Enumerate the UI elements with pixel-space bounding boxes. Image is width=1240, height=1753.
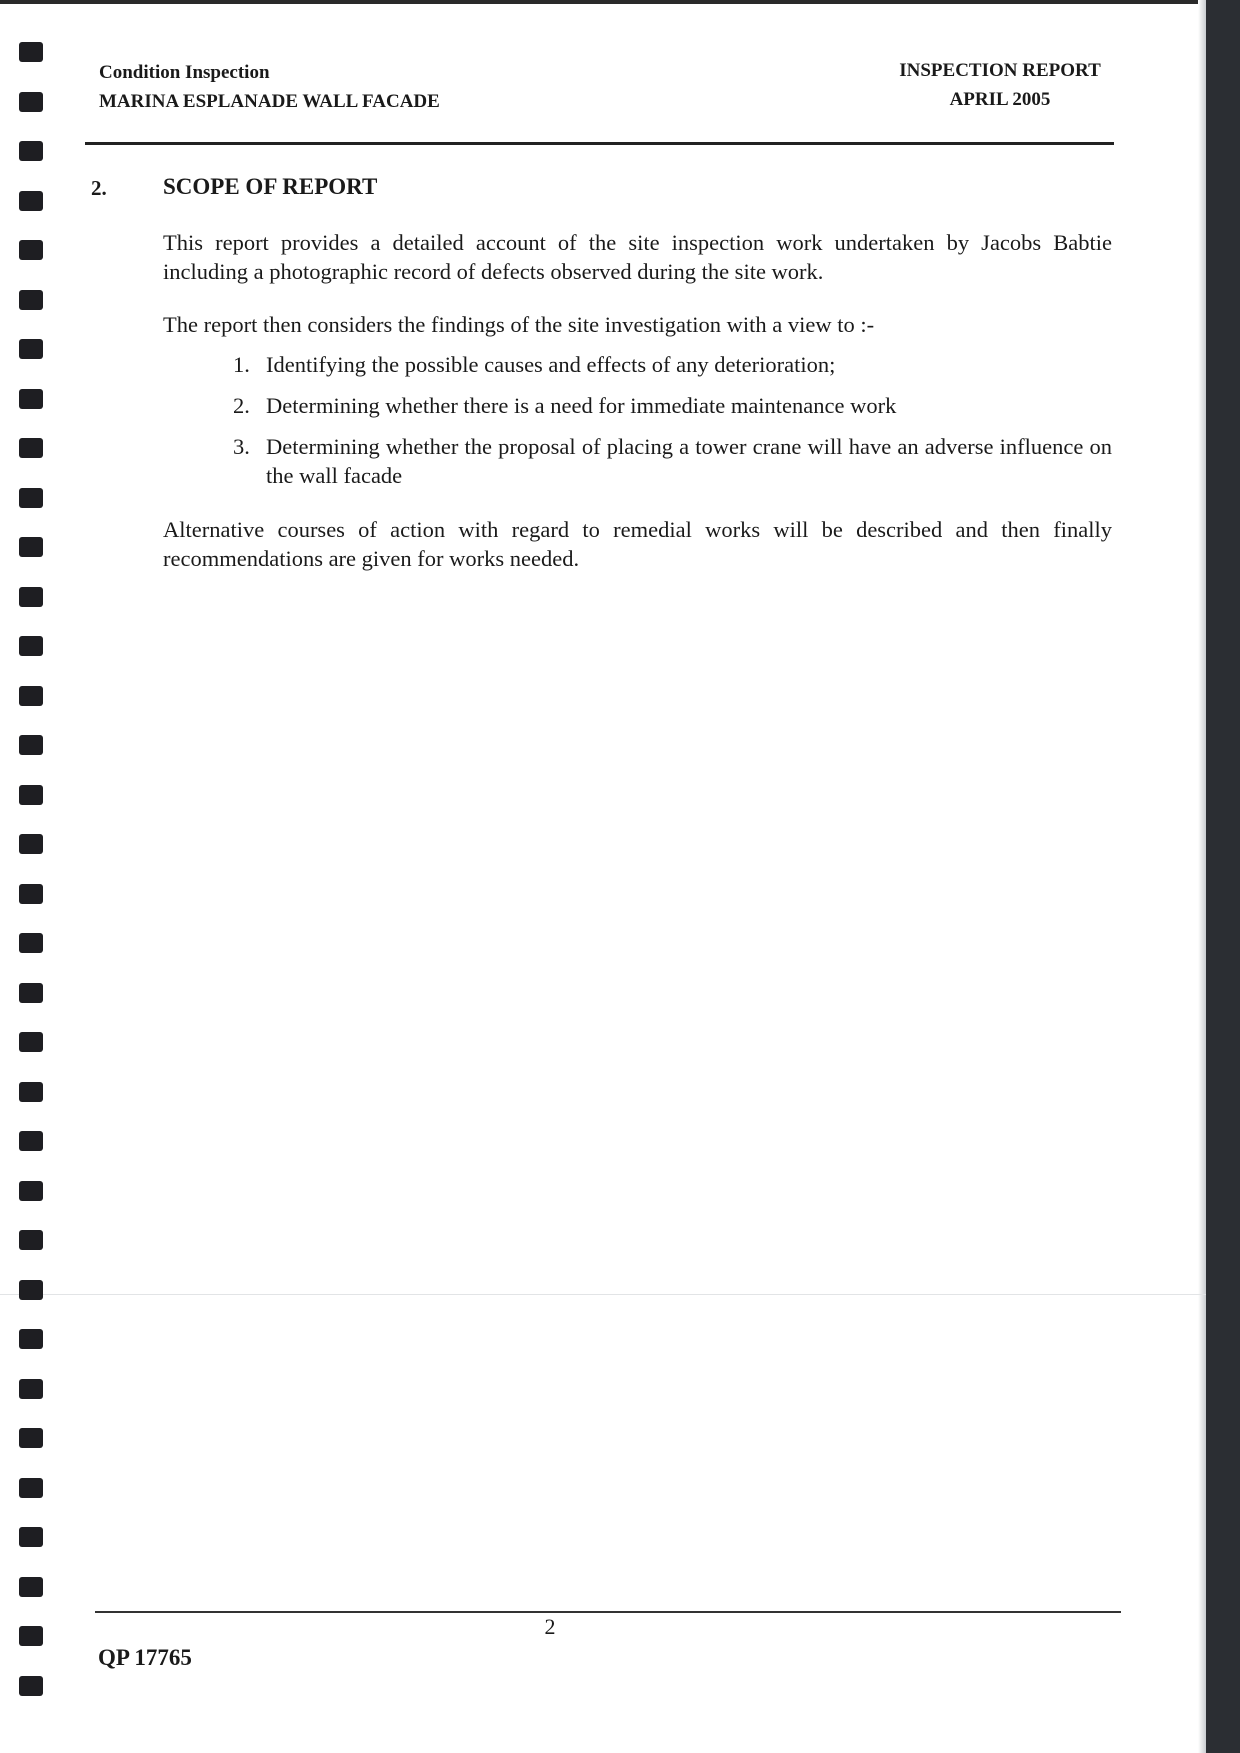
binding-hole bbox=[19, 92, 43, 112]
paragraph-findings: The report then considers the findings of the site investigation with a view to :- bbox=[163, 312, 875, 337]
list-item-text: Identifying the possible causes and effects of any deterioration; bbox=[266, 352, 836, 377]
binding-hole bbox=[19, 191, 43, 211]
binding-hole bbox=[19, 1131, 43, 1151]
binding-hole bbox=[19, 488, 43, 508]
header-right bbox=[880, 56, 1120, 114]
section-number: 2. bbox=[91, 176, 107, 200]
header-left bbox=[99, 58, 440, 116]
binding-hole bbox=[19, 1032, 43, 1052]
binding-hole bbox=[19, 389, 43, 409]
binding-hole bbox=[19, 1329, 43, 1349]
header-project-name: MARINA ESPLANADE WALL FACADE bbox=[99, 91, 440, 112]
header-document-type: Condition Inspection bbox=[99, 62, 270, 83]
binding-hole bbox=[19, 438, 43, 458]
binding-hole bbox=[19, 884, 43, 904]
list-item-text: Determining whether the proposal of placing a tower crane will have an adverse influence on the wall facade bbox=[266, 434, 1112, 488]
binding-hole bbox=[19, 785, 43, 805]
footer-rule bbox=[95, 1611, 1121, 1613]
binding-hole bbox=[19, 1577, 43, 1597]
binding-hole bbox=[19, 933, 43, 953]
scan-top-edge bbox=[0, 0, 1240, 4]
binding-hole bbox=[19, 983, 43, 1003]
binding-hole bbox=[19, 339, 43, 359]
scan-right-edge bbox=[1206, 0, 1240, 1753]
binding-hole bbox=[19, 1527, 43, 1547]
list-item bbox=[233, 350, 1112, 379]
scan-right-shadow bbox=[1198, 0, 1206, 1753]
document-reference: QP 17765 bbox=[98, 1645, 192, 1670]
paragraph-recommendations: Alternative courses of action with regard to remedial works will be described and then finally recommendations are given for works needed. bbox=[163, 517, 1112, 571]
binding-hole bbox=[19, 636, 43, 656]
binding-hole bbox=[19, 1280, 43, 1300]
list-item-number: 3. bbox=[233, 434, 250, 459]
page-number: 2 bbox=[544, 1614, 556, 1639]
binding-hole bbox=[19, 1428, 43, 1448]
binding-hole bbox=[19, 1230, 43, 1250]
binding-hole bbox=[19, 141, 43, 161]
binding-hole bbox=[19, 1626, 43, 1646]
binding-hole bbox=[19, 587, 43, 607]
paragraph-intro: This report provides a detailed account of the site inspection work undertaken by Jacobs Babtie including a photographic record of defects observed during the site work. bbox=[163, 230, 1112, 284]
binding-hole bbox=[19, 1379, 43, 1399]
binding-hole bbox=[19, 1478, 43, 1498]
paper-fold-line bbox=[0, 1294, 1206, 1295]
binding-hole bbox=[19, 42, 43, 62]
list-item-text: Determining whether there is a need for immediate maintenance work bbox=[266, 393, 897, 418]
binding-hole bbox=[19, 1181, 43, 1201]
list-item-number: 2. bbox=[233, 393, 250, 418]
list-item-number: 1. bbox=[233, 352, 250, 377]
header-rule bbox=[85, 142, 1114, 145]
objectives-list bbox=[233, 350, 1112, 502]
binding-hole bbox=[19, 735, 43, 755]
header-date: APRIL 2005 bbox=[949, 89, 1051, 110]
list-item bbox=[233, 391, 1112, 420]
binding-hole bbox=[19, 834, 43, 854]
binding-hole bbox=[19, 686, 43, 706]
binding-hole bbox=[19, 240, 43, 260]
binding-hole bbox=[19, 290, 43, 310]
binding-hole bbox=[19, 1082, 43, 1102]
binding-hole bbox=[19, 1676, 43, 1696]
section-title: SCOPE OF REPORT bbox=[163, 174, 378, 199]
list-item bbox=[233, 432, 1112, 490]
header-report-type: INSPECTION REPORT bbox=[899, 60, 1101, 81]
binding-hole bbox=[19, 537, 43, 557]
